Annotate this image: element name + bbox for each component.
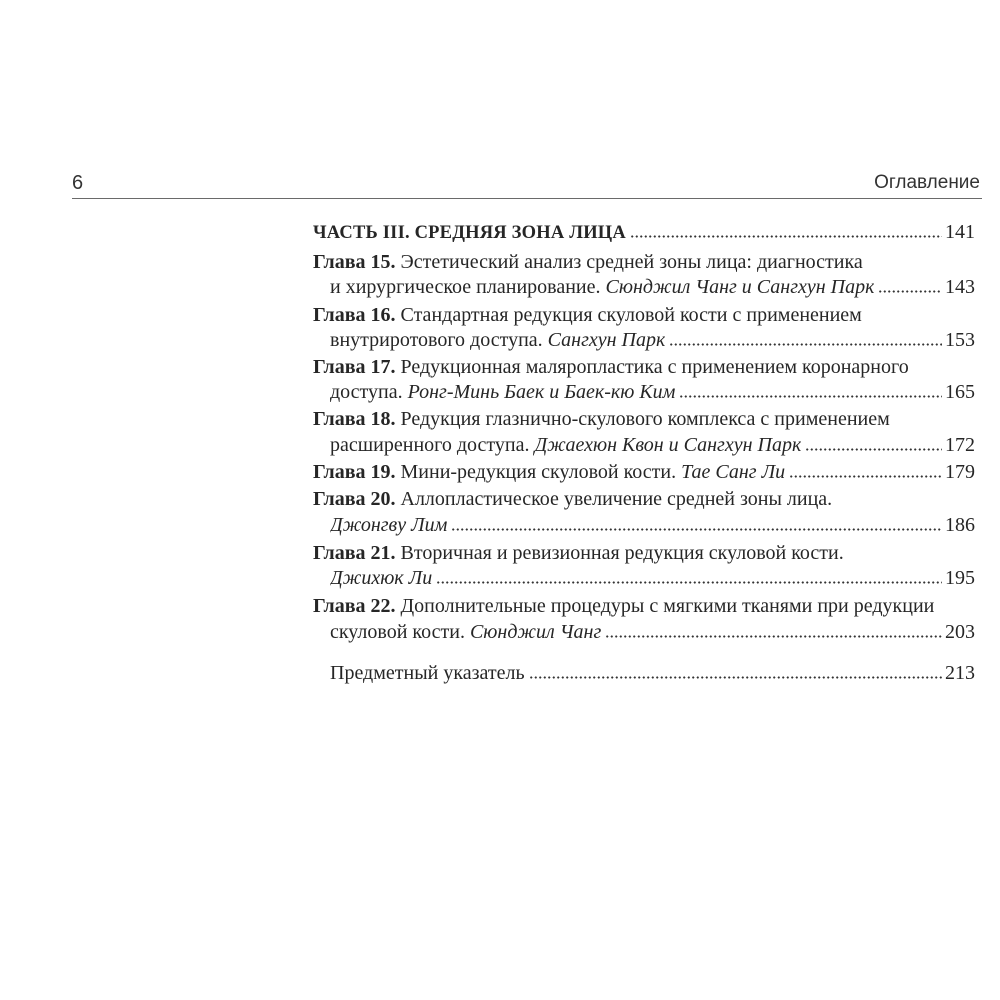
chapter-title: Редукционная маляропластика с применением коронарного xyxy=(400,356,909,378)
chapter-label: Глава 21. xyxy=(313,542,396,564)
toc-chapter-16-line-2 xyxy=(330,327,975,353)
page-number: 6 xyxy=(72,172,84,194)
toc-chapter-15-line-1 xyxy=(313,249,975,275)
chapter-page-number: 195 xyxy=(945,567,975,589)
toc-index-entry xyxy=(330,660,975,686)
toc-chapter-18-line-1 xyxy=(313,406,975,432)
dot-leader xyxy=(878,290,942,293)
chapter-title: Мини-редукция скуловой кости. xyxy=(400,461,677,483)
toc-chapter-17-line-2 xyxy=(330,379,975,405)
toc-chapter-21-line-2 xyxy=(330,565,975,591)
chapter-label: Глава 17. xyxy=(313,356,396,378)
toc-chapter-20-line-1 xyxy=(313,486,975,512)
chapter-title-continued: скуловой кости. xyxy=(330,621,465,643)
dot-leader xyxy=(805,448,942,451)
toc-chapter-21-line-1 xyxy=(313,540,975,566)
chapter-author: Ронг-Минь Баек и Баек-кю Ким xyxy=(407,381,676,403)
chapter-author: Сюнджил Чанг xyxy=(469,621,602,643)
chapter-label: Глава 19. xyxy=(313,461,396,483)
chapter-label: Глава 18. xyxy=(313,408,396,430)
dot-leader xyxy=(529,676,942,679)
chapter-title: Редукция глазнично-скулового комплекса с применением xyxy=(400,408,890,430)
chapter-page-number: 172 xyxy=(945,434,975,456)
chapter-page-number: 143 xyxy=(945,276,975,298)
dot-leader xyxy=(789,475,942,478)
part-page-number: 141 xyxy=(945,221,975,243)
chapter-title-continued: внутриротового доступа. xyxy=(330,329,543,351)
chapter-author: Джонгву Лим xyxy=(330,514,448,536)
index-title: Предметный указатель xyxy=(330,662,525,684)
index-page-number: 213 xyxy=(945,662,975,684)
chapter-title: Эстетический анализ средней зоны лица: диагностика xyxy=(400,251,863,273)
toc-chapter-18-line-2 xyxy=(330,432,975,458)
running-header-title: Оглавление xyxy=(874,172,980,193)
toc-chapter-16-line-1 xyxy=(313,302,975,328)
chapter-page-number: 179 xyxy=(945,461,975,483)
dot-leader xyxy=(451,528,942,531)
toc-chapter-17-line-1 xyxy=(313,354,975,380)
chapter-author: Джаехюн Квон и Сангхун Парк xyxy=(534,434,802,456)
chapter-title: Вторичная и ревизионная редукция скуловой кости. xyxy=(400,542,844,564)
dot-leader xyxy=(630,235,942,238)
dot-leader xyxy=(605,635,942,638)
dot-leader xyxy=(436,581,942,584)
chapter-title: Стандартная редукция скуловой кости с применением xyxy=(400,304,862,326)
toc-chapter-19 xyxy=(313,459,975,485)
chapter-title-continued: и хирургическое планирование. xyxy=(330,276,601,298)
chapter-label: Глава 16. xyxy=(313,304,396,326)
chapter-author: Сангхун Парк xyxy=(547,329,666,351)
chapter-label: Глава 22. xyxy=(313,595,396,617)
chapter-page-number: 153 xyxy=(945,329,975,351)
chapter-title-continued: доступа. xyxy=(330,381,403,403)
chapter-author: Тае Санг Ли xyxy=(681,461,786,483)
part-title: ЧАСТЬ III. СРЕДНЯЯ ЗОНА ЛИЦА xyxy=(313,223,626,243)
chapter-page-number: 186 xyxy=(945,514,975,536)
chapter-author: Сюнджил Чанг и Сангхун Парк xyxy=(605,276,875,298)
chapter-label: Глава 20. xyxy=(313,488,396,510)
chapter-author: Джихюк Ли xyxy=(330,567,433,589)
dot-leader xyxy=(669,343,942,346)
chapter-label: Глава 15. xyxy=(313,251,396,273)
toc-chapter-15-line-2 xyxy=(330,274,975,300)
dot-leader xyxy=(679,395,942,398)
chapter-title-continued: расширенного доступа. xyxy=(330,434,530,456)
chapter-title: Дополнительные процедуры с мягкими тканями при редукции xyxy=(400,595,935,617)
toc-chapter-22-line-1 xyxy=(313,593,975,619)
toc-chapter-22-line-2 xyxy=(330,619,975,645)
chapter-title: Аллопластическое увеличение средней зоны лица. xyxy=(400,488,833,510)
chapter-page-number: 165 xyxy=(945,381,975,403)
toc-chapter-20-line-2 xyxy=(330,512,975,538)
chapter-page-number: 203 xyxy=(945,621,975,643)
toc-part-entry xyxy=(313,219,975,245)
header-rule xyxy=(72,198,982,199)
